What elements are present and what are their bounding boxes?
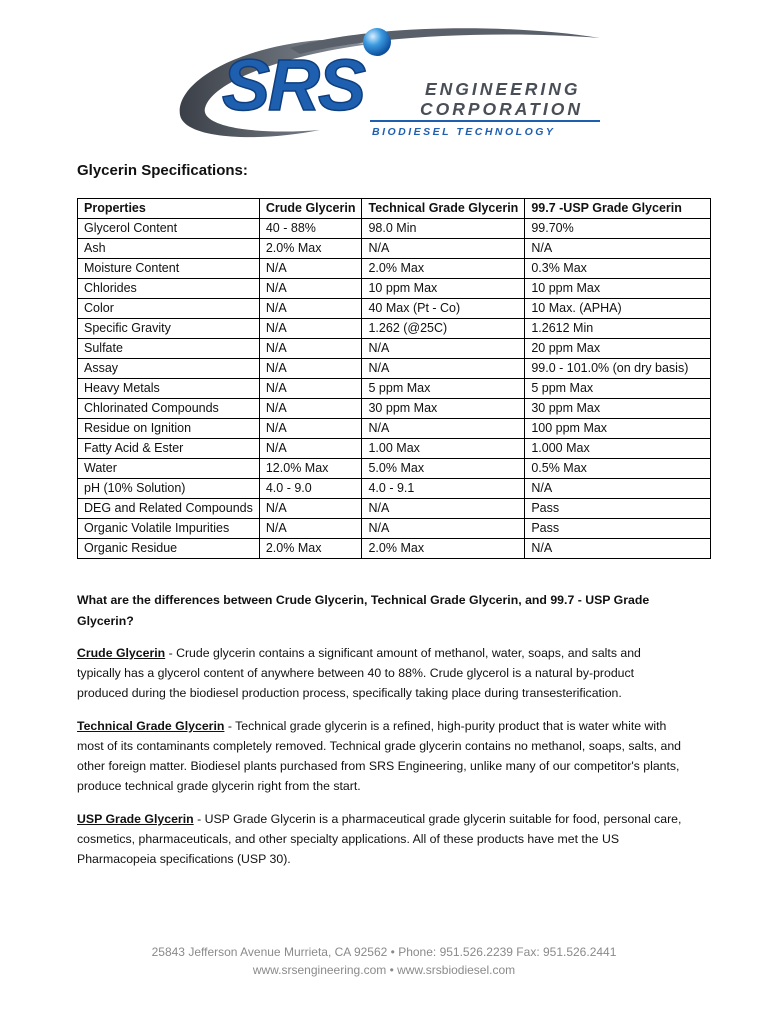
table-cell: N/A — [259, 299, 362, 319]
table-cell: 40 Max (Pt - Co) — [362, 299, 525, 319]
table-cell: 10 ppm Max — [362, 279, 525, 299]
column-header: Properties — [78, 199, 260, 219]
table-cell: 30 ppm Max — [525, 399, 711, 419]
table-cell: DEG and Related Compounds — [78, 499, 260, 519]
table-row — [78, 219, 711, 239]
table-cell: 4.0 - 9.1 — [362, 479, 525, 499]
table-cell: 2.0% Max — [362, 539, 525, 559]
table-row — [78, 479, 711, 499]
table-cell: 0.5% Max — [525, 459, 711, 479]
table-cell: N/A — [259, 519, 362, 539]
section-term: USP Grade Glycerin — [77, 812, 194, 826]
section-term: Crude Glycerin — [77, 646, 166, 660]
table-cell: N/A — [362, 239, 525, 259]
table-row — [78, 519, 711, 539]
table-cell: 1.2612 Min — [525, 319, 711, 339]
table-cell: 20 ppm Max — [525, 339, 711, 359]
table-cell: N/A — [259, 439, 362, 459]
table-cell: Chlorinated Compounds — [78, 399, 260, 419]
table-body — [78, 219, 711, 559]
page-title: Glycerin Specifications: — [77, 162, 248, 179]
differences-question: What are the differences between Crude Glycerin, Technical Grade Glycerin, and 99.7 - USP Grade Glycerin? — [77, 593, 650, 628]
table-cell: 2.0% Max — [259, 539, 362, 559]
table-row — [78, 319, 711, 339]
logo-line2-text: CORPORATION — [420, 99, 583, 119]
table-header-row — [78, 199, 711, 219]
table-cell: N/A — [259, 379, 362, 399]
logo-tagline-text: BIODIESEL TECHNOLOGY — [372, 126, 556, 138]
table-cell: N/A — [259, 339, 362, 359]
table-cell: 40 - 88% — [259, 219, 362, 239]
table-row — [78, 439, 711, 459]
section-usp-grade-glycerin — [77, 809, 687, 869]
table-row — [78, 239, 711, 259]
table-row — [78, 459, 711, 479]
table-cell: 30 ppm Max — [362, 399, 525, 419]
company-logo — [170, 20, 610, 145]
table-row — [78, 379, 711, 399]
table-cell: N/A — [259, 279, 362, 299]
table-cell: Specific Gravity — [78, 319, 260, 339]
table-cell: Sulfate — [78, 339, 260, 359]
table-cell: Organic Volatile Impurities — [78, 519, 260, 539]
table-cell: 5.0% Max — [362, 459, 525, 479]
table-cell: N/A — [259, 259, 362, 279]
table-cell: N/A — [259, 399, 362, 419]
table-cell: 1.262 (@25C) — [362, 319, 525, 339]
section-crude-glycerin — [77, 643, 687, 703]
srs-logo-graphic — [170, 20, 610, 145]
table-cell: Organic Residue — [78, 539, 260, 559]
table-row — [78, 259, 711, 279]
table-cell: N/A — [259, 319, 362, 339]
table-cell: Pass — [525, 499, 711, 519]
table-row — [78, 399, 711, 419]
table-cell: 12.0% Max — [259, 459, 362, 479]
logo-brand-text: SRS — [222, 46, 365, 126]
table-cell: N/A — [259, 419, 362, 439]
table-cell: 99.0 - 101.0% (on dry basis) — [525, 359, 711, 379]
table-cell: 98.0 Min — [362, 219, 525, 239]
table-cell: N/A — [525, 239, 711, 259]
table-cell: Fatty Acid & Ester — [78, 439, 260, 459]
table-cell: Residue on Ignition — [78, 419, 260, 439]
table-cell: Glycerol Content — [78, 219, 260, 239]
section-text: - Crude glycerin contains a significant amount of methanol, water, soaps, and salts and typically has a glycerol content of anywhere between 40 to 88%. Crude glycerol is a natural by-product produced during the biodiesel production process, specifically taking place during transesterification. — [77, 646, 641, 700]
table-cell: 2.0% Max — [259, 239, 362, 259]
logo-tagline-rule — [370, 120, 600, 122]
section-text: - Technical grade glycerin is a refined, high-purity product that is water white with most of its contaminants completely removed. Technical grade glycerin contains no methanol, soaps, salts, and other foreign matter. Biodiesel plants purchased from SRS Engineering, unlike many of our competitor's plants, produce technical grade glycerin right from the start. — [77, 719, 682, 793]
table-cell: N/A — [362, 339, 525, 359]
table-cell: Chlorides — [78, 279, 260, 299]
column-header: Crude Glycerin — [259, 199, 362, 219]
table-cell: N/A — [362, 419, 525, 439]
table-cell: 4.0 - 9.0 — [259, 479, 362, 499]
table-cell: Water — [78, 459, 260, 479]
table-cell: 0.3% Max — [525, 259, 711, 279]
table-row — [78, 299, 711, 319]
table-cell: pH (10% Solution) — [78, 479, 260, 499]
table-cell: 10 ppm Max — [525, 279, 711, 299]
table-cell: Ash — [78, 239, 260, 259]
section-term: Technical Grade Glycerin — [77, 719, 225, 733]
table-row — [78, 419, 711, 439]
table-cell: 1.00 Max — [362, 439, 525, 459]
footer-address: 25843 Jefferson Avenue Murrieta, CA 92562 • Phone: 951.526.2239 Fax: 951.526.2441 — [151, 945, 617, 959]
table-cell: Assay — [78, 359, 260, 379]
table-cell: 100 ppm Max — [525, 419, 711, 439]
specifications-table — [77, 198, 711, 559]
column-header: 99.7 -USP Grade Glycerin — [525, 199, 711, 219]
section-technical-grade-glycerin — [77, 716, 687, 796]
footer-websites: www.srsengineering.com • www.srsbiodiesel.com — [252, 963, 516, 977]
table-cell: 10 Max. (APHA) — [525, 299, 711, 319]
table-row — [78, 339, 711, 359]
table-cell: N/A — [362, 519, 525, 539]
table-row — [78, 499, 711, 519]
table-cell: N/A — [362, 359, 525, 379]
table-cell: Moisture Content — [78, 259, 260, 279]
table-cell: Heavy Metals — [78, 379, 260, 399]
table-cell: N/A — [362, 499, 525, 519]
table-cell: N/A — [259, 359, 362, 379]
table-row — [78, 279, 711, 299]
table-row — [78, 539, 711, 559]
logo-line1-text: ENGINEERING — [425, 79, 581, 99]
table-row — [78, 359, 711, 379]
table-cell: 1.000 Max — [525, 439, 711, 459]
table-cell: N/A — [525, 539, 711, 559]
table-cell: N/A — [525, 479, 711, 499]
table-cell: 5 ppm Max — [525, 379, 711, 399]
table-cell: Color — [78, 299, 260, 319]
column-header: Technical Grade Glycerin — [362, 199, 525, 219]
logo-sphere-icon — [363, 28, 391, 56]
table-cell: N/A — [259, 499, 362, 519]
table-cell: 5 ppm Max — [362, 379, 525, 399]
table-cell: 2.0% Max — [362, 259, 525, 279]
table-cell: Pass — [525, 519, 711, 539]
table-cell: 99.70% — [525, 219, 711, 239]
section-text: - USP Grade Glycerin is a pharmaceutical grade glycerin suitable for food, personal care, cosmetics, pharmaceuticals, and other specialty applications. All of these products have met the US Pharmacopeia specifications (USP 30). — [77, 812, 682, 866]
